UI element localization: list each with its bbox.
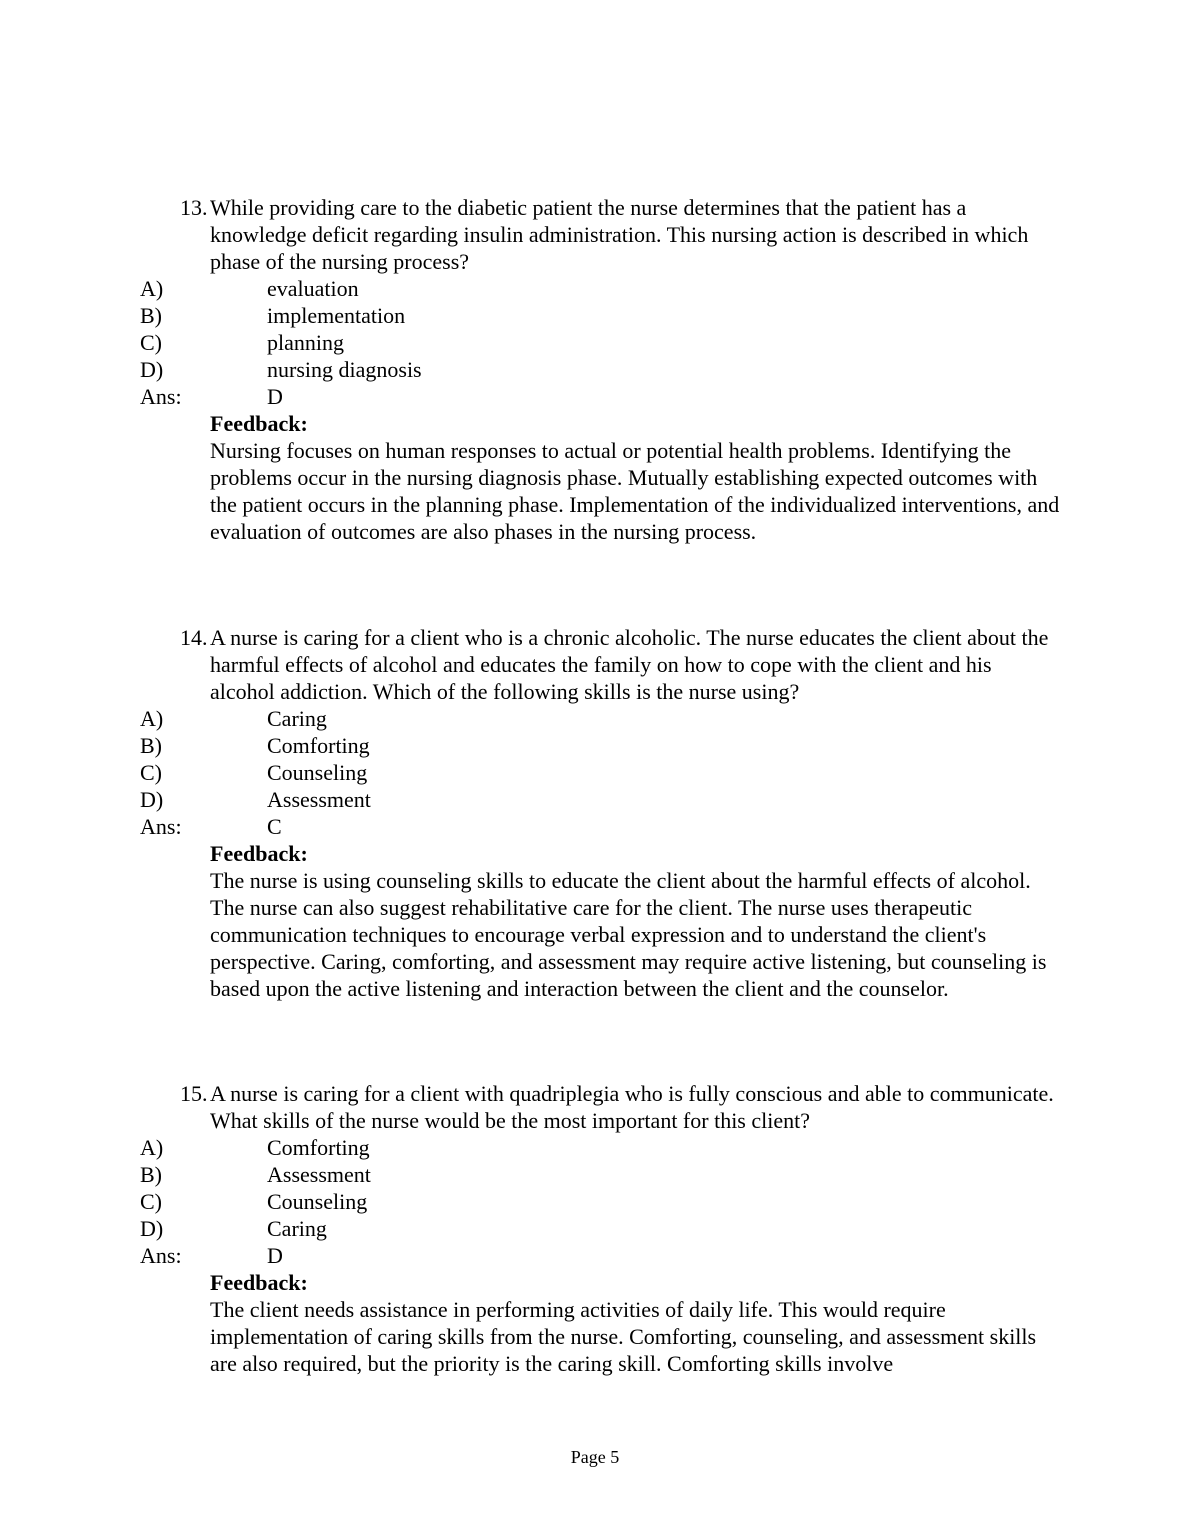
option-d: [140, 786, 1060, 813]
option-text: Counseling: [267, 1189, 368, 1214]
feedback-text: Nursing focuses on human responses to actual or potential health problems. Identifying the problems occur in the nursing diagnosis phase. Mutually establishing expected outcomes with the patient occurs in the planning phase. Implementation of the individualized interventions, and evaluation of outcomes are also phases in the nursing process.: [210, 438, 1060, 544]
option-label: B): [140, 1162, 162, 1187]
feedback-text: The client needs assistance in performing activities of daily life. This would require implementation of caring skills from the nurse. Comforting, counseling, and assessment skills are also required, but the priority is the caring skill. Comforting skills involve: [210, 1297, 1037, 1376]
option-c: [140, 759, 1060, 786]
option-label: B): [140, 303, 162, 328]
option-text: planning: [267, 330, 344, 355]
answer-row: [140, 813, 1060, 840]
option-label: A): [140, 1135, 164, 1160]
question-stem: [140, 1080, 1060, 1134]
option-text: evaluation: [267, 276, 359, 301]
question-stem: [140, 194, 1060, 275]
option-c: [140, 1188, 1060, 1215]
question-13: [140, 194, 1060, 545]
option-label: A): [140, 276, 164, 301]
question-stem: [140, 624, 1060, 705]
option-text: Caring: [267, 706, 327, 731]
option-text: Assessment: [267, 1162, 371, 1187]
option-text: Assessment: [267, 787, 371, 812]
question-14: [140, 624, 1060, 1002]
option-a: [140, 275, 1060, 302]
page-number: Page 5: [570, 1447, 620, 1467]
option-d: [140, 356, 1060, 383]
answer-value: D: [267, 384, 283, 409]
answer-label: Ans:: [140, 814, 182, 839]
option-c: [140, 329, 1060, 356]
option-text: Comforting: [267, 733, 370, 758]
option-d: [140, 1215, 1060, 1242]
question-text: While providing care to the diabetic patient the nurse determines that the patient has a knowledge deficit regarding insulin administration. This nursing action is described in which phase of the nursing process?: [210, 195, 1029, 274]
answer-row: [140, 1242, 1060, 1269]
option-label: D): [140, 787, 164, 812]
question-text: A nurse is caring for a client who is a chronic alcoholic. The nurse educates the client about the harmful effects of alcohol and educates the family on how to cope with the client and his alcohol addiction. Which of the following skills is the nurse using?: [210, 625, 1049, 704]
answer-value: D: [267, 1243, 283, 1268]
answer-row: [140, 383, 1060, 410]
option-label: C): [140, 330, 162, 355]
option-text: implementation: [267, 303, 406, 328]
question-number: 13.: [180, 195, 208, 220]
option-label: C): [140, 1189, 162, 1214]
answer-label: Ans:: [140, 384, 182, 409]
question-number: 15.: [180, 1081, 208, 1106]
option-text: Caring: [267, 1216, 327, 1241]
option-a: [140, 705, 1060, 732]
option-a: [140, 1134, 1060, 1161]
question-number: 14.: [180, 625, 208, 650]
option-b: [140, 732, 1060, 759]
feedback-heading: Feedback:: [210, 1270, 308, 1295]
option-label: B): [140, 733, 162, 758]
answer-label: Ans:: [140, 1243, 182, 1268]
feedback-heading: Feedback:: [210, 841, 308, 866]
feedback-text: The nurse is using counseling skills to educate the client about the harmful effects of alcohol. The nurse can also suggest rehabilitative care for the client. The nurse uses therapeutic communication techniques to encourage verbal expression and to understand the client's perspective. Caring, comforting, and assessment may require active listening, but counseling is based upon the active listening and interaction between the client and the counselor.: [210, 868, 1047, 1001]
feedback-heading: Feedback:: [210, 411, 308, 436]
option-text: Comforting: [267, 1135, 370, 1160]
option-label: D): [140, 1216, 164, 1241]
answer-value: C: [267, 814, 282, 839]
question-15: [140, 1080, 1060, 1377]
option-b: [140, 302, 1060, 329]
option-label: C): [140, 760, 162, 785]
option-text: Counseling: [267, 760, 368, 785]
option-text: nursing diagnosis: [267, 357, 422, 382]
option-b: [140, 1161, 1060, 1188]
option-label: A): [140, 706, 164, 731]
option-label: D): [140, 357, 164, 382]
question-text: A nurse is caring for a client with quadriplegia who is fully conscious and able to communicate. What skills of the nurse would be the most important for this client?: [210, 1081, 1054, 1133]
